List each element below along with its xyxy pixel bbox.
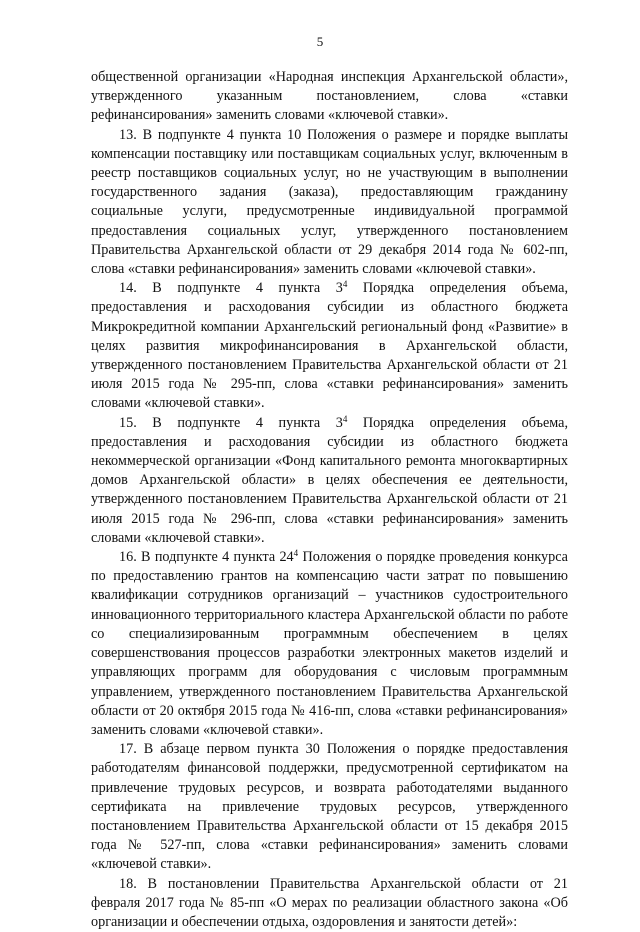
- paragraph-text: 16. В подпункте 4 пункта 24: [119, 549, 294, 566]
- paragraph-text: 15. В подпункте 4 пункта 3: [119, 414, 343, 431]
- paragraph-text: Порядка определения объема, предоставления и расходования субсидии из областного бюджета Микрокредитной компании Архангельский региональный фонд «Развитие» в целях развития микрофинансирования в Архангельской области, утвержденного постановлением Правительства Архангельской области от 21 июля 2015 года № 295-пп, слова «ставки рефинансирования» заменить словами «ключевой ставки».: [91, 280, 568, 412]
- paragraph-text: 17. В абзаце первом пункта 30 Положения о порядке предоставления работодателям финансовой поддержки, предусмотренной сертификатом на привлечение трудовых ресурсов, и возврата работодателями выданного сертификата на привлечение трудовых ресурсов, утвержденного постановлением Правительства Архангельской области от 15 декабря 2015 года № 527-пп, слова «ставки рефинансирования» заменить словами «ключевой ставки».: [91, 741, 568, 873]
- page-number: 5: [316, 34, 324, 49]
- paragraph-item-13: [91, 126, 568, 280]
- paragraph-item-18: [91, 875, 568, 932]
- superscript: 4: [293, 548, 299, 559]
- paragraph-item-16: [91, 548, 568, 740]
- superscript: 4: [342, 413, 348, 424]
- superscript: 4: [342, 279, 348, 290]
- paragraph-item-14: [91, 279, 568, 413]
- paragraph-text: Положения о порядке проведения конкурса по предоставлению грантов на компенсацию части затрат по повышению квалификации сотрудников организаций – участников судостроительного инновационного территориального кластера Архангельской области по работе со специализированным программным обеспечением в целях совершенствования процессов разработки электронных макетов изделий и управляющих программ для оборудования с числовым программным управлением, утвержденного постановлением Правительства Архангельской области от 20 октября 2015 года № 416-пп, слова «ставки рефинансирования» заменить словами «ключевой ставки».: [91, 549, 568, 738]
- paragraph-item-15: [91, 414, 568, 548]
- paragraph-text: Порядка определения объема, предоставления и расходования субсидии из областного бюджета некоммерческой организации «Фонд капитального ремонта многоквартирных домов Архангельской области» в целях обеспечения ее деятельности, утвержденного постановлением Правительства Архангельской области от 21 июля 2015 года № 296-пп, слова «ставки рефинансирования» заменить словами «ключевой ставки».: [91, 414, 568, 546]
- paragraph-text: 13. В подпункте 4 пункта 10 Положения о размере и порядке выплаты компенсации поставщику или поставщикам социальных услуг, включенным в реестр поставщиков социальных услуг, но не участвующим в выполнении государственного задания (заказа), предоставляющим гражданину социальные услуги, предусмотренные индивидуальной программой предоставления социальных услуг, утвержденного постановлением Правительства Архангельской области от 29 декабря 2014 года № 602-пп, слова «ставки рефинансирования» заменить словами «ключевой ставки».: [91, 126, 568, 278]
- paragraph-text: общественной организации «Народная инспекция Архангельской области», утвержденного указанным постановлением, слова «ставки рефинансирования» заменить словами «ключевой ставки».: [91, 69, 568, 124]
- document-body: [91, 68, 568, 932]
- paragraph-text: 18. В постановлении Правительства Архангельской области от 21 февраля 2017 года № 85-пп «О мерах по реализации областного закона «Об организации и обеспечении отдыха, оздоровления и занятости детей»:: [91, 875, 568, 930]
- paragraph-continuation: [91, 68, 568, 126]
- paragraph-item-17: [91, 740, 568, 874]
- paragraph-text: 14. В подпункте 4 пункта 3: [119, 280, 343, 297]
